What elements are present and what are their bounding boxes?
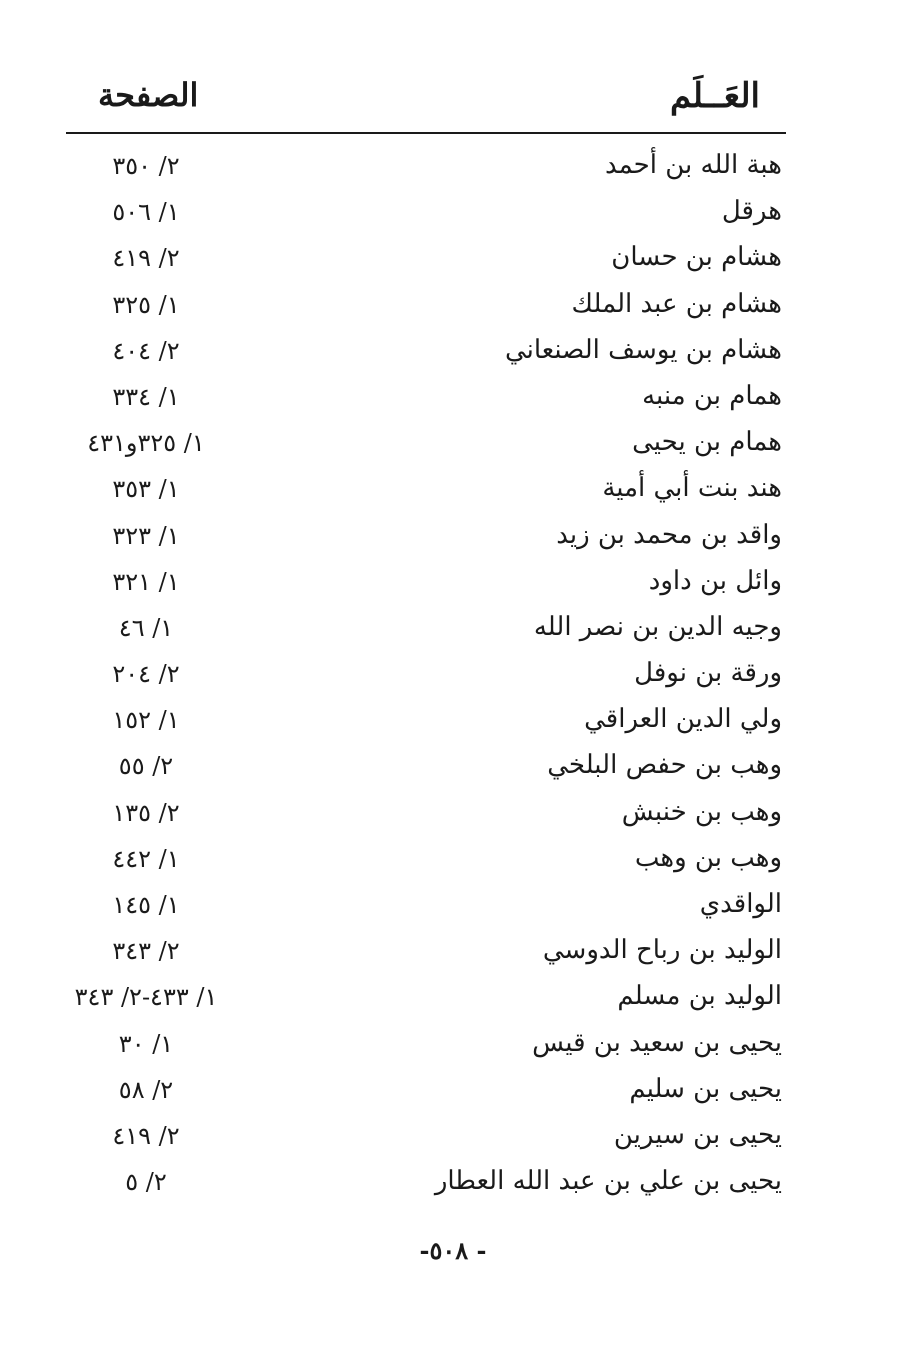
- entry-page-ref: ٢/ ٥: [125, 1168, 167, 1197]
- entry-name: هشام بن عبد الملك: [571, 288, 782, 319]
- entry-page-ref: ١/ ٣٥٣: [112, 475, 180, 504]
- entry-page-ref: ١/ ٥٠٦: [112, 198, 180, 227]
- entry-name: هبة الله بن أحمد: [605, 150, 782, 180]
- list-item: [66, 333, 786, 379]
- list-item: [66, 564, 786, 610]
- entry-name: وهب بن وهب: [634, 842, 782, 873]
- entry-name: هند بنت أبي أمية: [602, 473, 782, 504]
- entry-name: وائل بن داود: [648, 565, 782, 596]
- entry-name: يحيى بن سعيد بن قيس: [532, 1027, 782, 1058]
- entry-page-ref: ١/ ٣٠: [118, 1029, 174, 1058]
- list-item: [66, 1072, 786, 1118]
- entry-page-ref: ٢/ ٢٠٤: [112, 660, 180, 689]
- list-item: [66, 425, 786, 471]
- page-number: - ٥٠٨-: [419, 1236, 487, 1265]
- entry-page-ref: ٢/ ٤١٩: [112, 244, 180, 273]
- entry-name: همام بن يحيى: [632, 427, 782, 458]
- name-column-header: العَــلَم: [669, 76, 760, 116]
- entry-page-ref: ١/ ٤٣٣-٢/ ٣٤٣: [74, 983, 218, 1012]
- page-column-header: الصفحة: [98, 76, 199, 114]
- list-item: [66, 240, 786, 286]
- list-item: [66, 1118, 786, 1164]
- entry-name: الوليد بن رباح الدوسي: [542, 935, 782, 966]
- list-item: [66, 1026, 786, 1072]
- entry-page-ref: ٢/ ٣٤٣: [112, 937, 180, 966]
- list-item: [66, 610, 786, 656]
- entry-page-ref: ٢/ ٥٨: [118, 1075, 174, 1104]
- list-item: [66, 841, 786, 887]
- entry-name: هشام بن يوسف الصنعاني: [504, 334, 782, 365]
- entry-name: هرقل: [721, 196, 782, 227]
- list-item: [66, 471, 786, 517]
- entry-page-ref: ١/ ٣٣٤: [112, 382, 180, 411]
- entry-name: الوليد بن مسلم: [617, 981, 782, 1012]
- list-item: [66, 518, 786, 564]
- entry-page-ref: ١/ ٤٦: [118, 613, 174, 642]
- entry-name: الواقدي: [699, 889, 782, 919]
- list-item: [66, 979, 786, 1025]
- entry-page-ref: ١/ ٤٤٢: [112, 844, 180, 873]
- entry-page-ref: ١/ ١٥٢: [112, 706, 180, 735]
- entry-name: همام بن منبه: [642, 380, 782, 411]
- entry-page-ref: ٢/ ٤١٩: [112, 1121, 180, 1150]
- entry-name: وهب بن خنبش: [621, 796, 782, 827]
- entry-name: يحيى بن سليم: [629, 1073, 782, 1104]
- list-item: [66, 933, 786, 979]
- entry-page-ref: ١/ ٣٢١: [112, 567, 180, 596]
- list-item: [66, 656, 786, 702]
- entry-page-ref: ١/ ٣٢٣: [112, 521, 180, 550]
- list-item: [66, 887, 786, 933]
- entry-page-ref: ٢/ ٥٥: [118, 752, 174, 781]
- entry-name: وجيه الدين بن نصر الله: [533, 611, 782, 642]
- entry-page-ref: ١/ ١٤٥: [112, 891, 180, 919]
- list-item: [66, 795, 786, 841]
- index-list: [66, 148, 786, 1210]
- entry-name: ولي الدين العراقي: [584, 704, 782, 735]
- entry-page-ref: ٢/ ٤٠٤: [112, 336, 180, 365]
- entry-name: ورقة بن نوفل: [634, 658, 782, 689]
- entry-page-ref: ٢/ ٣٥٠: [112, 152, 180, 180]
- list-item: [66, 194, 786, 240]
- entry-name: يحيى بن علي بن عبد الله العطار: [434, 1166, 782, 1197]
- list-item: [66, 1164, 786, 1210]
- list-item: [66, 379, 786, 425]
- entry-name: واقد بن محمد بن زيد: [556, 519, 782, 550]
- entry-page-ref: ١/ ٣٢٥و٤٣١: [87, 429, 205, 458]
- list-item: [66, 148, 786, 194]
- entry-name: هشام بن حسان: [611, 242, 782, 273]
- list-item: [66, 287, 786, 333]
- entry-page-ref: ١/ ٣٢٥: [112, 290, 180, 319]
- table-header: [66, 70, 786, 134]
- entry-name: وهب بن حفص البلخي: [547, 750, 782, 781]
- list-item: [66, 748, 786, 794]
- entry-name: يحيى بن سيرين: [613, 1119, 782, 1150]
- list-item: [66, 702, 786, 748]
- entry-page-ref: ٢/ ١٣٥: [112, 798, 180, 827]
